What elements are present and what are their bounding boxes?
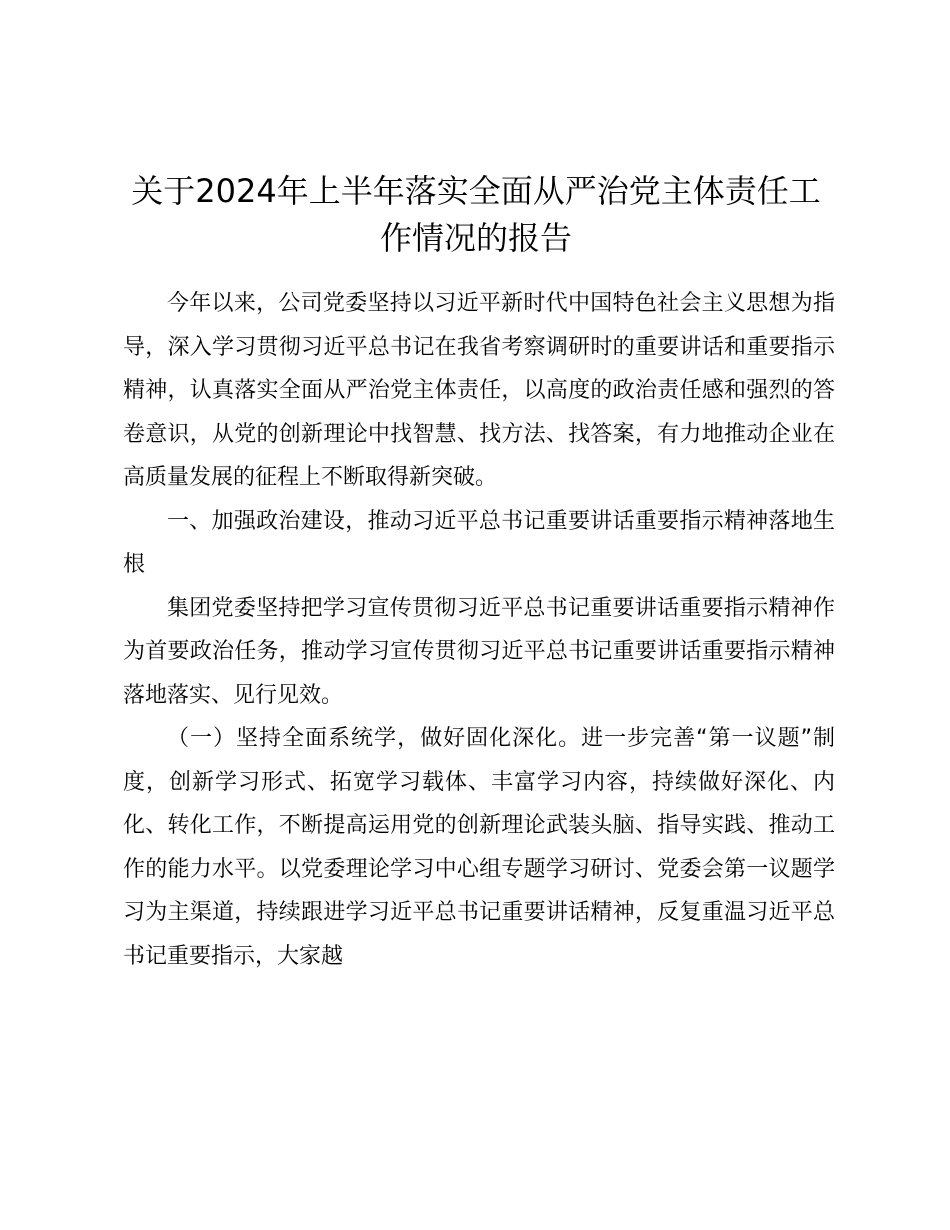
section-1-paragraph: 集团党委坚持把学习宣传贯彻习近平总书记重要讲话重要指示精神作为首要政治任务，推动学习宣传贯彻习近平总书记重要讲话重要指示精神落地落实、见行见效。 xyxy=(123,595,835,708)
document-body xyxy=(123,282,835,978)
subsection-1-paragraph: （一）坚持全面系统学，做好固化深化。进一步完善“第一议题”制度，创新学习形式、拓宽学习载体、丰富学习内容，持续做好深化、内化、转化工作，不断提高运用党的创新理论武装头脑、指导实践、推动工作的能力水平。以党委理论学习中心组专题学习研讨、党委会第一议题学习为主渠道，持续跟进学习近平总书记重要讲话精神，反复重温习近平总书记重要指示，大家越 xyxy=(123,726,835,969)
intro-paragraph: 今年以来，公司党委坚持以习近平新时代中国特色社会主义思想为指导，深入学习贯彻习近平总书记在我省考察调研时的重要讲话和重要指示精神，认真落实全面从严治党主体责任，以高度的政治责任感和强烈的答卷意识，从党的创新理论中找智慧、找方法、找答案，有力地推动企业在高质量发展的征程上不断取得新突破。 xyxy=(123,291,835,490)
document-title: 关于2024年上半年落实全面从严治党主体责任工作情况的报告 xyxy=(131,172,821,257)
section-heading-1: 一、加强政治建设，推动习近平总书记重要讲话重要指示精神落地生根 xyxy=(123,508,835,577)
